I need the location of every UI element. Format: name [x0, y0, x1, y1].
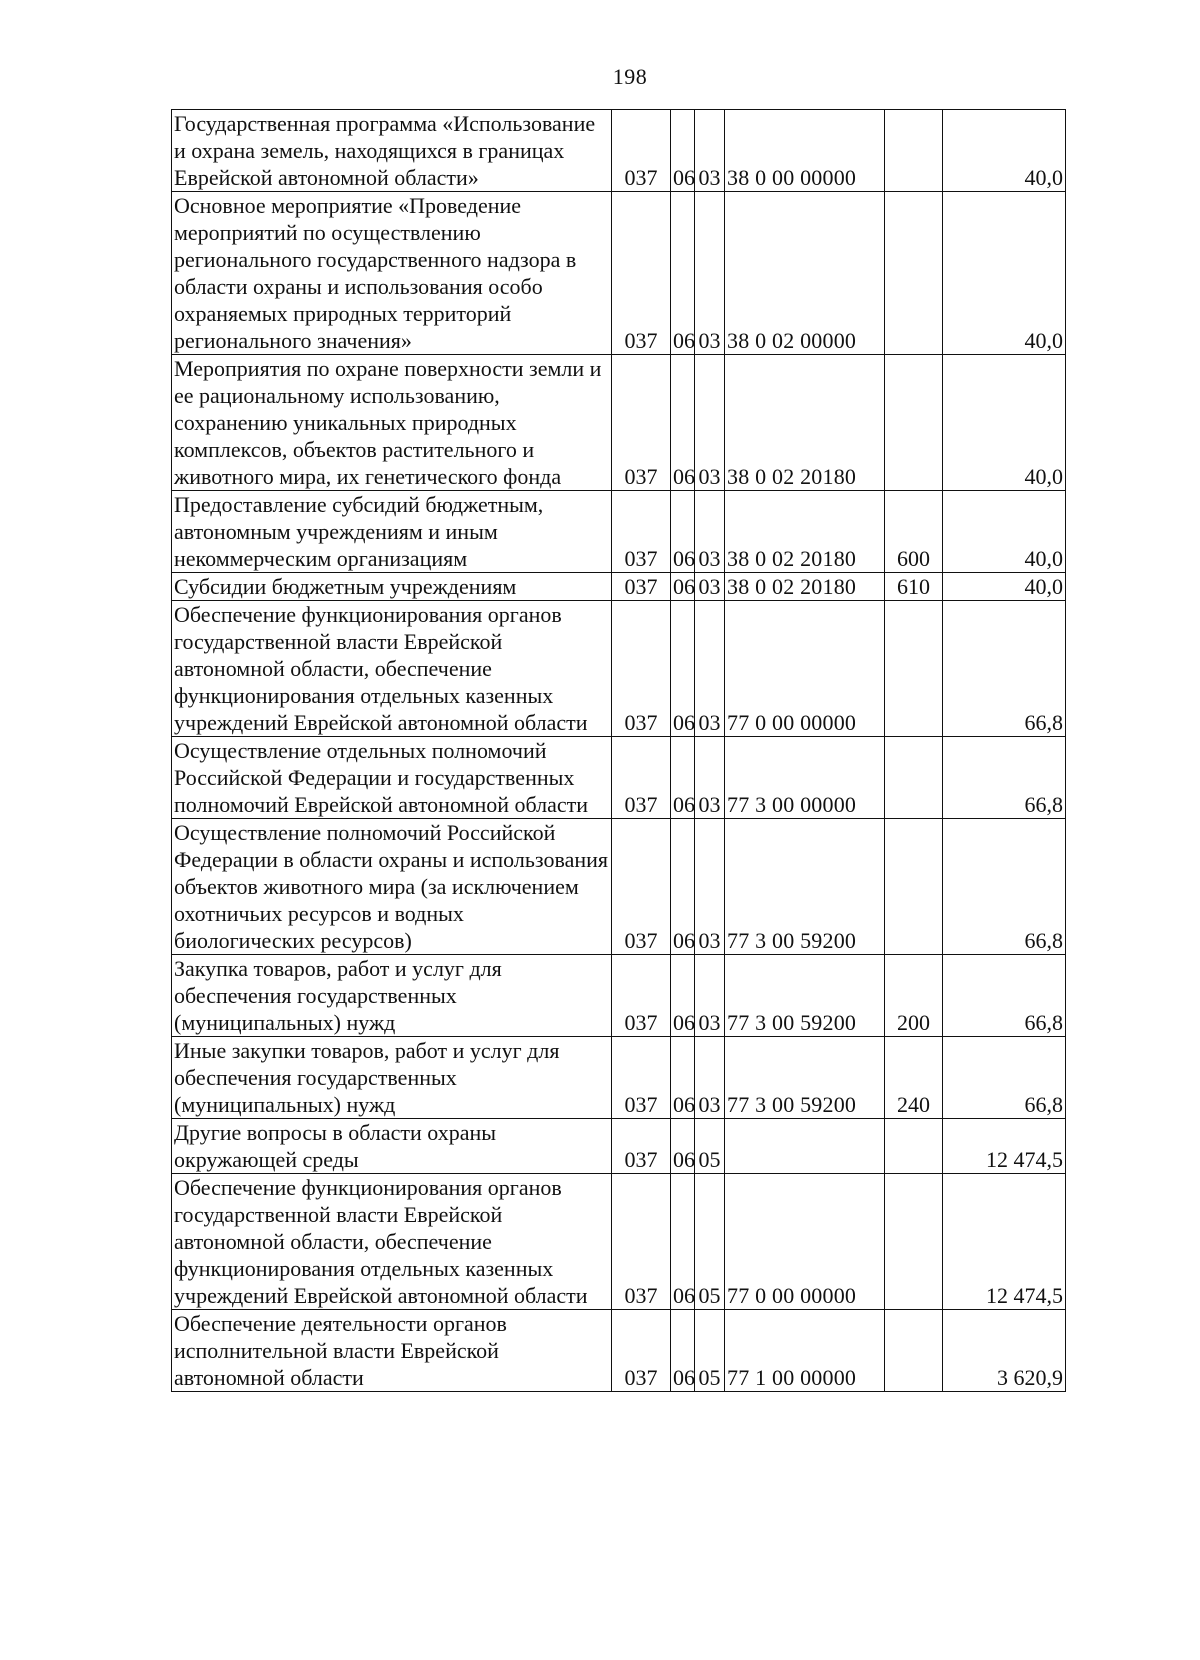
- row-grbs-code: 037: [612, 573, 671, 601]
- table-row: [172, 110, 1066, 192]
- row-section-code: 06: [671, 355, 695, 491]
- row-grbs-code: 037: [612, 601, 671, 737]
- row-grbs-code: 037: [612, 1310, 671, 1392]
- row-section-code: 06: [671, 955, 695, 1037]
- row-name: Обеспечение функционирования органов государственной власти Еврейской автономной области, обеспечение функционирования отдельных казенных учреждений Еврейской автономной области: [172, 601, 612, 737]
- table-row: [172, 737, 1066, 819]
- row-amount: 40,0: [943, 355, 1066, 491]
- row-grbs-code: 037: [612, 737, 671, 819]
- table-row: [172, 1310, 1066, 1392]
- row-expense-type: 240: [885, 1037, 943, 1119]
- row-target-article: 38 0 00 00000: [725, 110, 885, 192]
- row-amount: 12 474,5: [943, 1119, 1066, 1174]
- row-grbs-code: 037: [612, 819, 671, 955]
- table-row: [172, 819, 1066, 955]
- budget-table: [171, 109, 1066, 1392]
- row-name: Иные закупки товаров, работ и услуг для обеспечения государственных (муниципальных) нужд: [172, 1037, 612, 1119]
- row-amount: 12 474,5: [943, 1174, 1066, 1310]
- row-target-article: 77 3 00 59200: [725, 1037, 885, 1119]
- row-target-article: [725, 1119, 885, 1174]
- row-name: Другие вопросы в области охраны окружающей среды: [172, 1119, 612, 1174]
- row-section-code: 06: [671, 1037, 695, 1119]
- row-subsection-code: 05: [695, 1174, 725, 1310]
- row-section-code: 06: [671, 491, 695, 573]
- row-name: Обеспечение деятельности органов исполнительной власти Еврейской автономной области: [172, 1310, 612, 1392]
- row-target-article: 77 0 00 00000: [725, 1174, 885, 1310]
- row-subsection-code: 03: [695, 573, 725, 601]
- row-section-code: 06: [671, 819, 695, 955]
- row-name: Осуществление полномочий Российской Федерации в области охраны и использования объектов животного мира (за исключением охотничьих ресурсов и водных биологических ресурсов): [172, 819, 612, 955]
- row-expense-type: [885, 737, 943, 819]
- row-section-code: 06: [671, 1174, 695, 1310]
- row-target-article: 77 1 00 00000: [725, 1310, 885, 1392]
- row-name: Предоставление субсидий бюджетным, автономным учреждениям и иным некоммерческим организациям: [172, 491, 612, 573]
- row-grbs-code: 037: [612, 491, 671, 573]
- row-target-article: 38 0 02 20180: [725, 573, 885, 601]
- table-row: [172, 1037, 1066, 1119]
- row-expense-type: [885, 1174, 943, 1310]
- row-subsection-code: 03: [695, 491, 725, 573]
- row-expense-type: [885, 1119, 943, 1174]
- page-number: 198: [612, 64, 648, 89]
- row-subsection-code: 03: [695, 110, 725, 192]
- budget-table-body: [172, 110, 1066, 1392]
- row-expense-type: [885, 110, 943, 192]
- row-amount: 66,8: [943, 1037, 1066, 1119]
- row-grbs-code: 037: [612, 110, 671, 192]
- row-amount: 3 620,9: [943, 1310, 1066, 1392]
- row-amount: 40,0: [943, 110, 1066, 192]
- row-section-code: 06: [671, 1119, 695, 1174]
- row-subsection-code: 03: [695, 819, 725, 955]
- row-expense-type: [885, 601, 943, 737]
- row-expense-type: [885, 819, 943, 955]
- row-grbs-code: 037: [612, 1174, 671, 1310]
- row-name: Обеспечение функционирования органов государственной власти Еврейской автономной области, обеспечение функционирования отдельных казенных учреждений Еврейской автономной области: [172, 1174, 612, 1310]
- row-target-article: 77 3 00 59200: [725, 955, 885, 1037]
- row-name: Осуществление отдельных полномочий Российской Федерации и государственных полномочий Еврейской автономной области: [172, 737, 612, 819]
- row-amount: 40,0: [943, 573, 1066, 601]
- row-amount: 66,8: [943, 737, 1066, 819]
- row-section-code: 06: [671, 1310, 695, 1392]
- row-expense-type: 600: [885, 491, 943, 573]
- row-section-code: 06: [671, 192, 695, 355]
- row-amount: 40,0: [943, 491, 1066, 573]
- row-subsection-code: 03: [695, 192, 725, 355]
- row-subsection-code: 03: [695, 601, 725, 737]
- row-section-code: 06: [671, 110, 695, 192]
- row-expense-type: [885, 355, 943, 491]
- table-row: [172, 192, 1066, 355]
- row-name: Субсидии бюджетным учреждениям: [172, 573, 612, 601]
- row-grbs-code: 037: [612, 1119, 671, 1174]
- row-subsection-code: 03: [695, 355, 725, 491]
- row-target-article: 38 0 02 00000: [725, 192, 885, 355]
- table-row: [172, 955, 1066, 1037]
- row-amount: 40,0: [943, 192, 1066, 355]
- row-section-code: 06: [671, 573, 695, 601]
- row-section-code: 06: [671, 601, 695, 737]
- row-expense-type: [885, 1310, 943, 1392]
- row-subsection-code: 03: [695, 955, 725, 1037]
- row-name: Мероприятия по охране поверхности земли и ее рациональному использованию, сохранению уникальных природных комплексов, объектов растительного и животного мира, их генетического фонда: [172, 355, 612, 491]
- row-amount: 66,8: [943, 955, 1066, 1037]
- row-target-article: 77 3 00 59200: [725, 819, 885, 955]
- row-expense-type: [885, 192, 943, 355]
- table-row: [172, 1174, 1066, 1310]
- row-grbs-code: 037: [612, 955, 671, 1037]
- row-section-code: 06: [671, 737, 695, 819]
- table-row: [172, 491, 1066, 573]
- table-row: [172, 601, 1066, 737]
- row-subsection-code: 05: [695, 1310, 725, 1392]
- table-row: [172, 355, 1066, 491]
- row-target-article: 77 3 00 00000: [725, 737, 885, 819]
- row-expense-type: 200: [885, 955, 943, 1037]
- row-target-article: 38 0 02 20180: [725, 355, 885, 491]
- row-subsection-code: 03: [695, 737, 725, 819]
- row-amount: 66,8: [943, 819, 1066, 955]
- row-target-article: 38 0 02 20180: [725, 491, 885, 573]
- row-name: Государственная программа «Использование и охрана земель, находящихся в границах Еврейской автономной области»: [172, 110, 612, 192]
- row-grbs-code: 037: [612, 1037, 671, 1119]
- row-expense-type: 610: [885, 573, 943, 601]
- table-row: [172, 573, 1066, 601]
- table-row: [172, 1119, 1066, 1174]
- row-subsection-code: 05: [695, 1119, 725, 1174]
- row-name: Закупка товаров, работ и услуг для обеспечения государственных (муниципальных) нужд: [172, 955, 612, 1037]
- row-amount: 66,8: [943, 601, 1066, 737]
- row-grbs-code: 037: [612, 355, 671, 491]
- row-grbs-code: 037: [612, 192, 671, 355]
- row-subsection-code: 03: [695, 1037, 725, 1119]
- row-target-article: 77 0 00 00000: [725, 601, 885, 737]
- row-name: Основное мероприятие «Проведение мероприятий по осуществлению регионального государственного надзора в области охраны и использования особо охраняемых природных территорий регионального значения»: [172, 192, 612, 355]
